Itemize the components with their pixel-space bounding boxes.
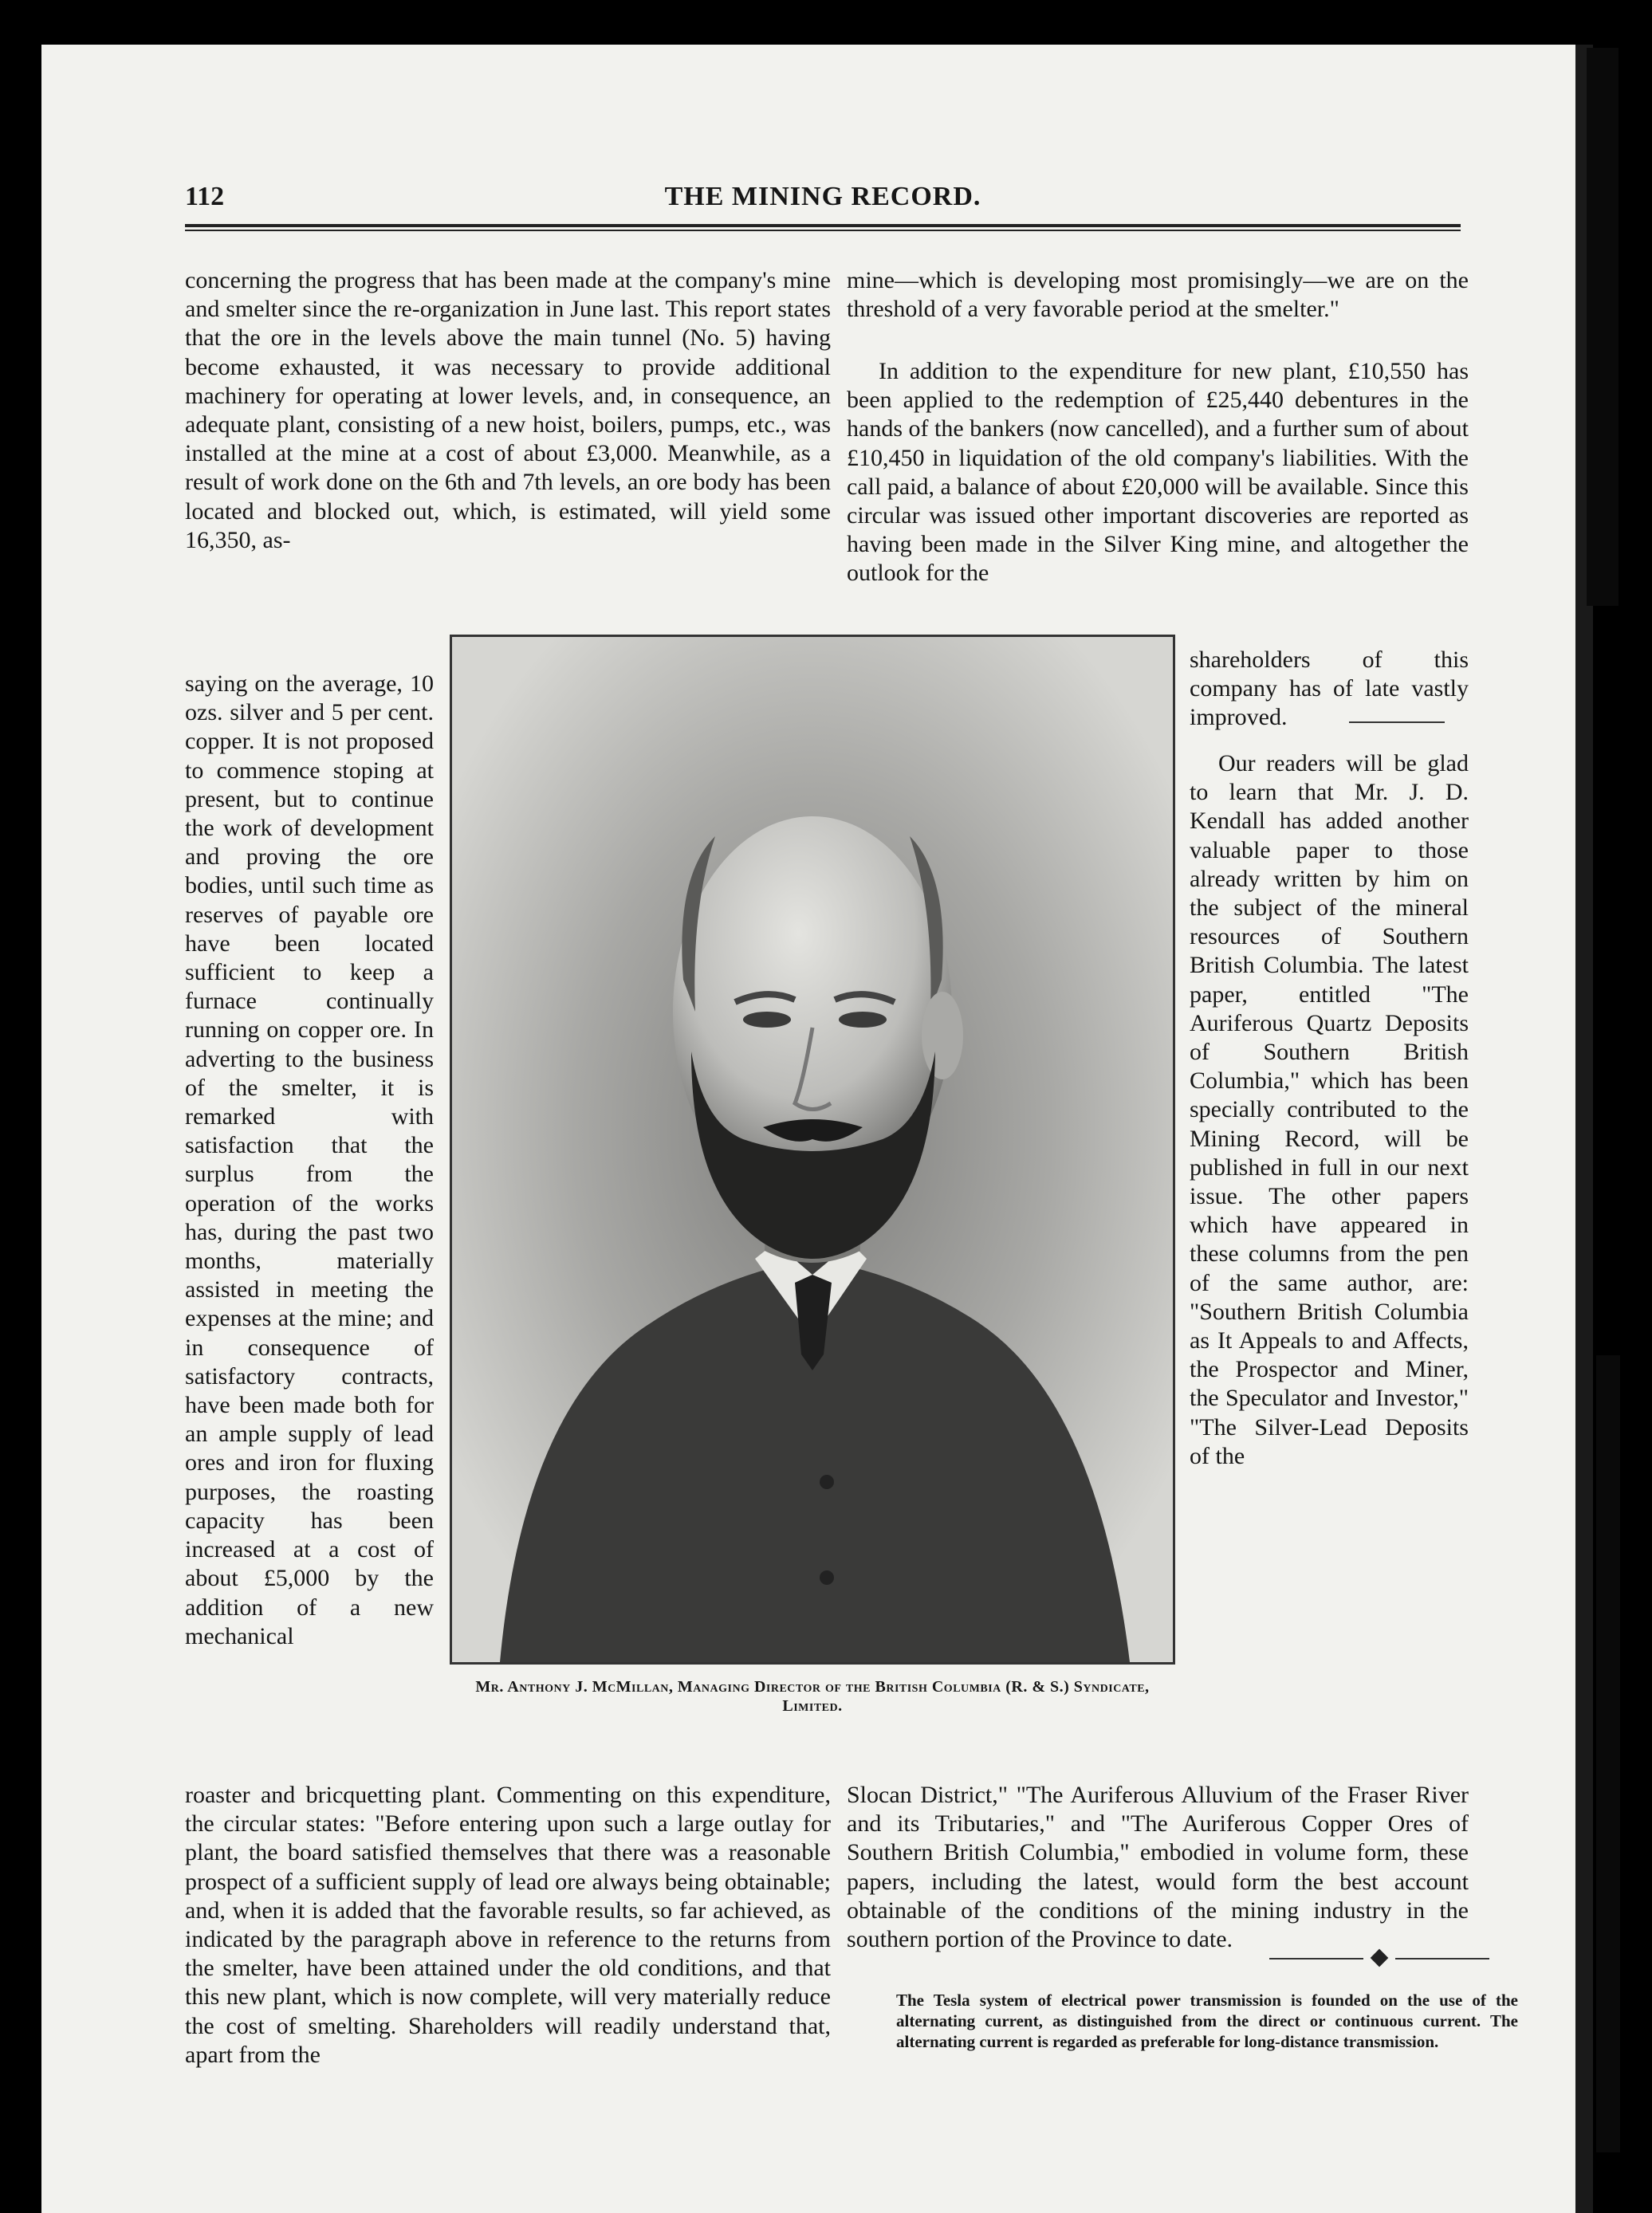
right-column-paragraph-4: Our readers will be glad to learn that Mr. J. D. Kendall has added another valuable paper to those already written by him on the subject of the mineral resources of Southern British Columbia. The latest paper, entitled "The Auriferous Quartz Deposits of Southern British Columbia," which has been specially contributed to the Mining Record, will be published in full in our next issue. The other papers which have appeared in these columns from the pen of the same author, are: "Southern British Columbia as It Appeals to and Affects, the Prospector and Miner, the Speculator and Investor," "The Silver-Lead Deposits of the bbox=[1190, 750, 1469, 1469]
ornament-line-left bbox=[1269, 1958, 1363, 1959]
right-column-paragraph-2: In addition to the expenditure for new plant, £10,550 has been applied to the redemption of £25,440 debentures in the hands of the bankers (now cancelled), and a further sum of about £10,450 in liquidation of the old company's liabilities. With the call paid, a balance of about £20,000 will be available. Since this circular was issued other important discoveries are reported as having been made in the Silver King mine, and altogether the outlook for the bbox=[847, 358, 1469, 587]
right-column-paragraph-1: mine—which is developing most promisingly—we are on the threshold of a very favorable period at the smelter." bbox=[847, 267, 1469, 323]
page-number: 112 bbox=[185, 182, 225, 211]
header-rule-bottom bbox=[185, 230, 1461, 231]
ornament-line-right bbox=[1395, 1958, 1489, 1959]
portrait-photo bbox=[450, 635, 1175, 1665]
portrait-illustration bbox=[452, 637, 1173, 1662]
section-divider bbox=[1349, 721, 1445, 723]
page-header bbox=[185, 179, 1461, 226]
newspaper-page bbox=[41, 45, 1585, 2213]
ornament-diamond-icon bbox=[1371, 1949, 1389, 1967]
ornamental-divider bbox=[1269, 1947, 1493, 1971]
header-rule-top bbox=[185, 224, 1461, 227]
scan-edge-bar-upper bbox=[1587, 48, 1619, 606]
left-column-paragraph-2: saying on the average, 10 ozs. silver and 5 per cent. copper. It is not proposed to commence stoping at present, but to continue the work of development and proving the ore bodies, until such time as reserves of payable ore have been located sufficient to keep a furnace continually running on copper ore. In adverting to the business of the smelter, it is remarked with satisfaction that the surplus from the operation of the works has, during the past two months, materially assisted in meeting the expenses at the mine; and in consequence of satisfactory contracts, have been made both for an ample supply of lead ores and iron for fluxing purposes, the roasting capacity has been increased at a cost of about £5,000 by the addition of a new mechanical bbox=[185, 670, 434, 1649]
right-column-paragraph-5: Slocan District," "The Auriferous Alluvium of the Fraser River and its Tributaries," and "The Auriferous Copper Ores of Southern British Columbia," embodied in volume form, these papers, including the latest, would form the best account obtainable of the conditions of the mining industry in the southern portion of the Province to date. bbox=[847, 1782, 1469, 1953]
left-column-paragraph-3: roaster and bricquetting plant. Commenting on this expenditure, the circular states: "Before entering upon such a large outlay for plant, the board satisfied themselves that there was a reasonable prospect of a sufficient supply of lead ore always being obtainable; and, when it is added that the favorable results, so far achieved, as indicated by the paragraph above in reference to the returns from the smelter, have been attained under the old conditions, and that this new plant, which is now complete, will very materially reduce the cost of smelting. Shareholders will readily understand that, apart from the bbox=[185, 1782, 831, 2068]
journal-title: THE MINING RECORD. bbox=[664, 182, 981, 211]
photo-caption: Mr. Anthony J. McMillan, Managing Director of the British Columbia (R. & S.) Syndicate, Limited. bbox=[475, 1678, 1150, 1715]
tesla-note: The Tesla system of electrical power transmission is founded on the use of the alternating current, as distinguished from the direct or continuous current. The alternating current is regarded as preferable for long-distance transmission. bbox=[896, 1991, 1518, 2051]
scan-edge-bar-lower bbox=[1596, 1355, 1620, 2152]
right-column-paragraph-3: shareholders of this company has of late vastly improved. bbox=[1190, 647, 1469, 731]
left-column-paragraph-1: concerning the progress that has been made at the company's mine and smelter since the re-organization in June last. This report states that the ore in the levels above the main tunnel (No. 5) having become exhausted, it was necessary to provide additional machinery for operating at lower levels, and, in consequence, an adequate plant, consisting of a new hoist, boilers, pumps, etc., was installed at the mine at a cost of about £3,000. Meanwhile, as a result of work done on the 6th and 7th levels, an ore body has been located and blocked out, which, is estimated, will yield some 16,350, as- bbox=[185, 267, 831, 553]
